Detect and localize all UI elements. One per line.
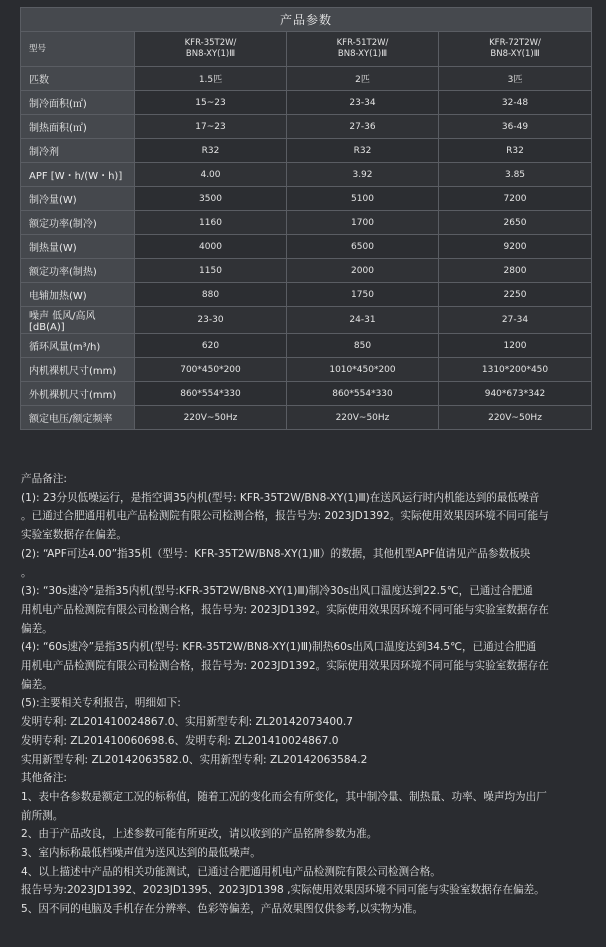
model-cell (287, 32, 439, 67)
note-line: (2): “APF可达4.00”指35机（型号：KFR-35T2W/BN8-XY(1)Ⅲ）的数据，其他机型APF值请见产品参数板块 (21, 547, 531, 560)
spec-value: 700*450*200 (135, 358, 287, 382)
note-line: 5、因不同的电脑及手机存在分辨率、色彩等偏差，产品效果图仅供参考,以实物为准。 (21, 903, 424, 916)
row-label: 额定电压/额定频率 (21, 406, 135, 430)
spec-value: R32 (135, 139, 287, 163)
spec-value: R32 (439, 139, 592, 163)
table-row (21, 163, 592, 187)
note-line: 1、表中各参数是额定工况的标称值，随着工况的变化而会有所变化，其中制冷量、制热量、功率、噪声均为出厂 (21, 790, 547, 803)
row-label: 额定功率(制冷) (21, 211, 135, 235)
table-row (21, 115, 592, 139)
spec-value: 27-36 (287, 115, 439, 139)
model-line: KFR-35T2W/ (184, 38, 237, 48)
row-label: 噪声 低风/高风 [dB(A)] (21, 307, 135, 334)
table-row (21, 139, 592, 163)
table-title: 产品参数 (21, 8, 592, 32)
spec-value: 860*554*330 (135, 382, 287, 406)
spec-table (20, 7, 592, 430)
spec-value: 5100 (287, 187, 439, 211)
row-label: 外机裸机尺寸(mm) (21, 382, 135, 406)
spec-value: 3.85 (439, 163, 592, 187)
spec-value: 1010*450*200 (287, 358, 439, 382)
spec-value: 860*554*330 (287, 382, 439, 406)
table-row (21, 259, 592, 283)
note-line: 报告号为:2023JD1392、2023JD1395、2023JD1398 ,实际使用效果因环境不同可能与实验室数据存在偏差。 (21, 884, 545, 897)
spec-value: 220V~50Hz (135, 406, 287, 430)
note-line: 实验室数据存在偏差。 (21, 529, 127, 542)
spec-value: 2650 (439, 211, 592, 235)
note-line: 发明专利: ZL201410060698.6、发明专利: ZL201410024867.0 (21, 734, 339, 747)
row-label: 制冷面积(㎡) (21, 91, 135, 115)
row-label: 制热面积(㎡) (21, 115, 135, 139)
model-line: KFR-72T2W/ (489, 38, 541, 48)
spec-value: 27-34 (439, 307, 592, 334)
table-row (21, 307, 592, 334)
row-label: APF [W・h/(W・h)] (21, 163, 135, 187)
model-line: KFR-51T2W/ (336, 38, 389, 48)
spec-value: 3匹 (439, 67, 592, 91)
spec-value: 36-49 (439, 115, 592, 139)
row-label: 制冷剂 (21, 139, 135, 163)
spec-value: 1160 (135, 211, 287, 235)
spec-value: 3500 (135, 187, 287, 211)
note-line: (5):主要相关专利报告，明细如下: (21, 697, 181, 710)
spec-value: 23-30 (135, 307, 287, 334)
table-row (21, 283, 592, 307)
spec-value: 9200 (439, 235, 592, 259)
note-line: 偏差。 (21, 678, 53, 691)
row-label: 制冷量(W) (21, 187, 135, 211)
table-row (21, 406, 592, 430)
spec-value: 23-34 (287, 91, 439, 115)
spec-value: 220V~50Hz (287, 406, 439, 430)
table-row (21, 67, 592, 91)
table-row (21, 91, 592, 115)
header-label: 型号 (21, 32, 135, 67)
note-line: 。已通过合肥通用机电产品检测院有限公司检测合格，报告号为: 2023JD1392。实际使用效果因环境不同可能与 (21, 510, 549, 523)
row-label: 电辅加热(W) (21, 283, 135, 307)
note-line: 3、室内标称最低档噪声值为送风达到的最低噪声。 (21, 847, 261, 860)
table-row (21, 235, 592, 259)
row-label: 制热量(W) (21, 235, 135, 259)
model-header-row (21, 32, 592, 67)
spec-value: 1750 (287, 283, 439, 307)
spec-value: 7200 (439, 187, 592, 211)
product-notes (21, 470, 606, 919)
row-label: 内机裸机尺寸(mm) (21, 358, 135, 382)
row-label: 额定功率(制热) (21, 259, 135, 283)
spec-value: 2800 (439, 259, 592, 283)
note-line: 4、以上描述中产品的相关功能测试，已通过合肥通用机电产品检测院有限公司检测合格。 (21, 865, 441, 878)
spec-value: 2250 (439, 283, 592, 307)
table-row (21, 334, 592, 358)
spec-value: 3.92 (287, 163, 439, 187)
row-label: 循环风量(m³/h) (21, 334, 135, 358)
spec-value: 620 (135, 334, 287, 358)
spec-value: 1.5匹 (135, 67, 287, 91)
spec-value: 2000 (287, 259, 439, 283)
spec-value: 1200 (439, 334, 592, 358)
spec-value: 940*673*342 (439, 382, 592, 406)
spec-value: 4.00 (135, 163, 287, 187)
model-line: BN8-XY(1)Ⅲ (490, 49, 540, 59)
model-cell (135, 32, 287, 67)
table-row (21, 187, 592, 211)
table-title-row (21, 8, 592, 32)
table-row (21, 211, 592, 235)
note-line: 产品备注: (21, 473, 67, 485)
note-line: 2、由于产品改良，上述参数可能有所更改，请以收到的产品铭牌参数为准。 (21, 828, 378, 841)
spec-value: 4000 (135, 235, 287, 259)
spec-value: 6500 (287, 235, 439, 259)
spec-value: 880 (135, 283, 287, 307)
note-line: 。 (21, 566, 32, 579)
table-row (21, 358, 592, 382)
note-line: 发明专利: ZL201410024867.0、实用新型专利: ZL20142073400.7 (21, 716, 353, 729)
note-line: (4): “60s速冷”是指35内机(型号: KFR-35T2W/BN8-XY(1)Ⅲ)制热60s出风口温度达到34.5℃，已通过合肥通 (21, 641, 537, 654)
note-line: 用机电产品检测院有限公司检测合格，报告号为: 2023JD1392。实际使用效果因环境不同可能与实验室数据存在 (21, 603, 549, 616)
spec-value: 32-48 (439, 91, 592, 115)
table-row (21, 382, 592, 406)
spec-value: 2匹 (287, 67, 439, 91)
spec-value: 1310*200*450 (439, 358, 592, 382)
note-line: 用机电产品检测院有限公司检测合格，报告号为: 2023JD1392。实际使用效果因环境不同可能与实验室数据存在 (21, 660, 549, 673)
spec-value: 24-31 (287, 307, 439, 334)
spec-value: 220V~50Hz (439, 406, 592, 430)
model-line: BN8-XY(1)Ⅲ (337, 49, 388, 59)
spec-value: 17~23 (135, 115, 287, 139)
spec-value: R32 (287, 139, 439, 163)
model-cell (439, 32, 592, 67)
spec-value: 1700 (287, 211, 439, 235)
row-label: 匹数 (21, 67, 135, 91)
note-line: (3): “30s速冷”是指35内机(型号:KFR-35T2W/BN8-XY(1)Ⅲ)制冷30s出风口温度达到22.5℃，已通过合肥通 (21, 585, 533, 598)
spec-value: 15~23 (135, 91, 287, 115)
spec-value: 850 (287, 334, 439, 358)
note-line: 前所测。 (21, 809, 64, 822)
note-line: 偏差。 (21, 622, 53, 635)
note-line: 其他备注: (21, 772, 67, 785)
model-line: BN8-XY(1)Ⅲ (185, 49, 236, 59)
spec-value: 1150 (135, 259, 287, 283)
note-line: (1): 23分贝低噪运行，是指空调35内机(型号: KFR-35T2W/BN8-XY(1)Ⅲ)在送风运行时内机能达到的最低噪音 (21, 491, 540, 504)
note-line: 实用新型专利: ZL20142063582.0、实用新型专利: ZL20142063584.2 (21, 753, 368, 766)
